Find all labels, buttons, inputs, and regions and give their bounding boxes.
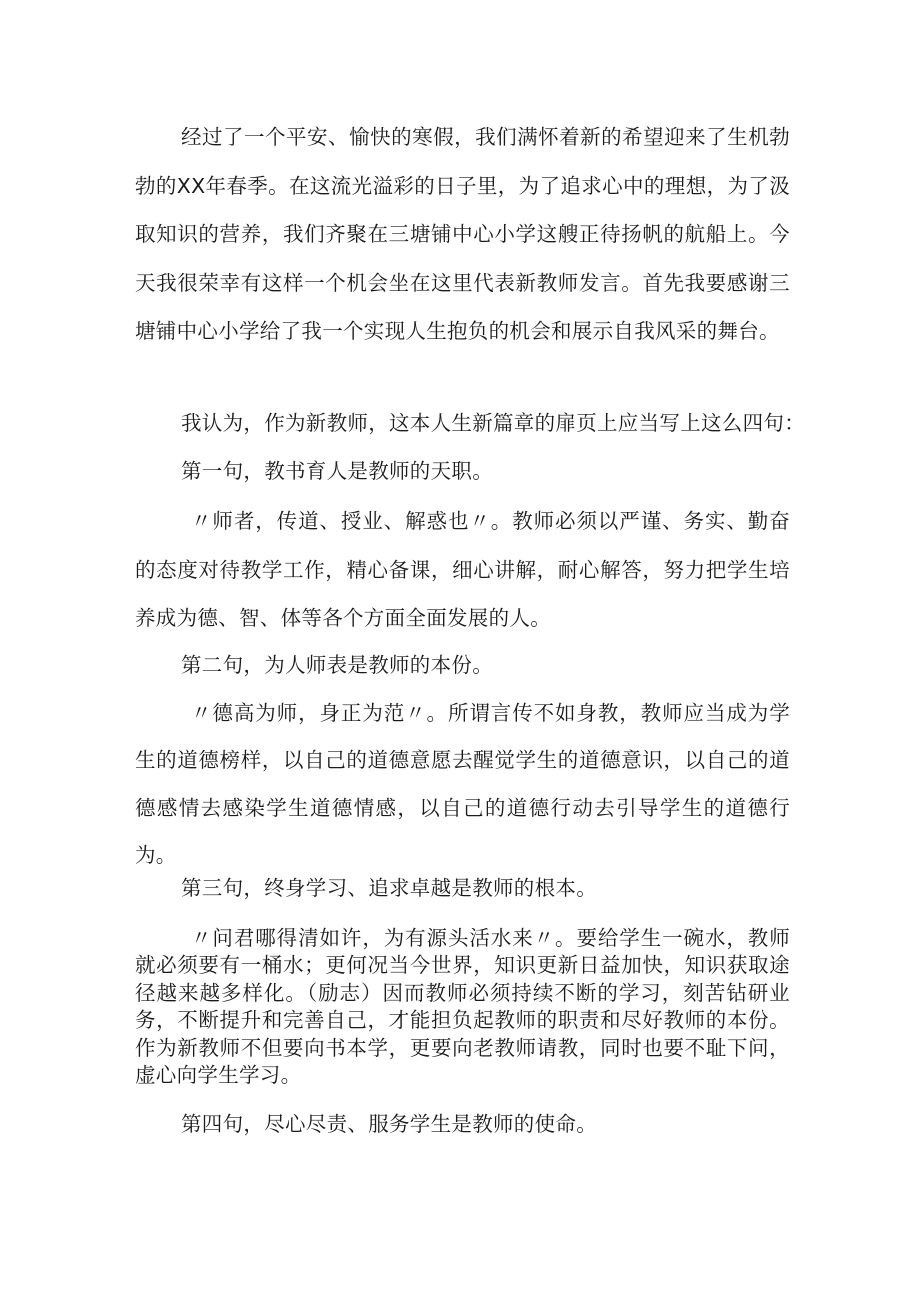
paragraph-sentence-three-body: 〃问君哪得清如许，为有源头活水来〃。要给学生一碗水，教师就必须要有一桶水；更何况当今世界，知识更新日益加快，知识获取途径越来越多样化。（励志）因而教师必须持续不断的学习，刻苦钻研业务，不断提升和完善自己，才能担负起教师的职责和尽好教师的本份。作为新教师不但要向书本学，更要向老教师请教，同时也要不耻下问，虚心向学生学习。 (135, 926, 790, 1088)
paragraph-sentence-two-body: 〃德高为师，身正为范〃。所谓言传不如身教，教师应当成为学生的道德榜样，以自己的道德意愿去醒觉学生的道德意识，以自己的道德感情去感染学生道德情感，以自己的道德行动去引导学生的道德行为。 (135, 701, 790, 867)
paragraph-four-sentences-lead: 我认为，作为新教师，这本人生新篇章的扉页上应当写上这么四句： (181, 411, 805, 435)
paragraph-sentence-one-body: 〃师者，传道、授业、解惑也〃。教师必须以严谨、务实、勤奋的态度对待教学工作，精心备课，细心讲解，耐心解答，努力把学生培养成为德、智、体等各个方面全面发展的人。 (135, 509, 790, 631)
heading-sentence-one: 第一句，教书育人是教师的天职。 (181, 459, 493, 483)
heading-sentence-four: 第四句，尽心尽责、服务学生是教师的使命。 (181, 1112, 597, 1136)
heading-sentence-two: 第二句，为人师表是教师的本份。 (181, 653, 493, 677)
paragraph-intro: 经过了一个平安、愉快的寒假，我们满怀着新的希望迎来了生机勃勃的XX年春季。在这流光溢彩的日子里，为了追求心中的理想，为了汲取知识的营养，我们齐聚在三塘铺中心小学这艘正待扬帆的航船上。今天我很荣幸有这样一个机会坐在这里代表新教师发言。首先我要感谢三塘铺中心小学给了我一个实现人生抱负的机会和展示自我风采的舞台。 (135, 125, 790, 344)
heading-sentence-three: 第三句，终身学习、追求卓越是教师的根本。 (181, 876, 597, 900)
